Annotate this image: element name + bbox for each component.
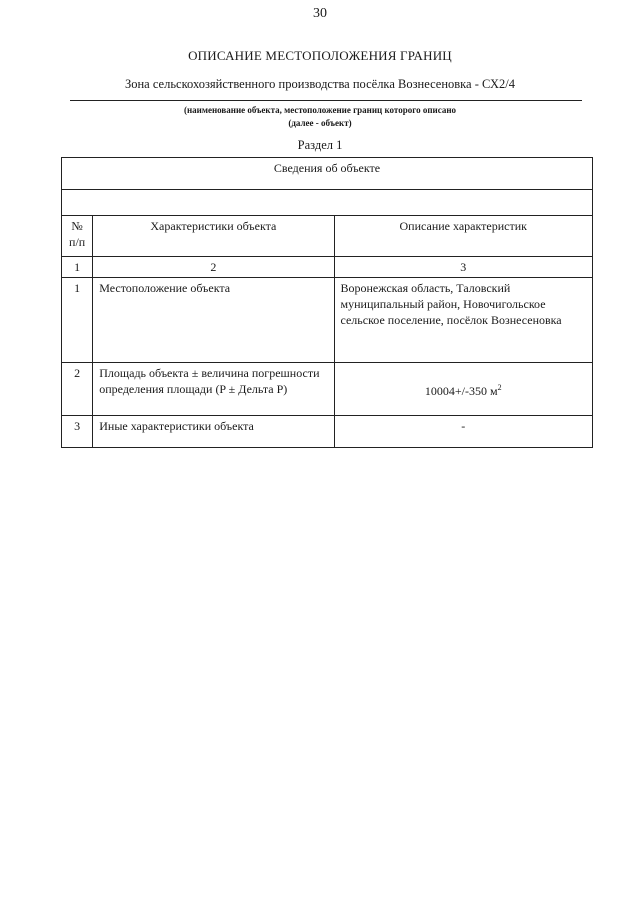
row-characteristic: Местоположение объекта [93, 278, 334, 363]
table-row [62, 363, 593, 416]
row-num: 1 [62, 278, 93, 363]
row-description: Воронежская область, Таловский муниципальный район, Новочигольское сельское поселение, посёлок Вознесеновка [334, 278, 593, 363]
table-empty-row [62, 190, 593, 216]
table-row [62, 278, 593, 363]
table-header: Сведения об объекте [62, 158, 593, 190]
column-header-characteristics: Характеристики объекта [93, 216, 334, 257]
table-row [62, 416, 593, 448]
caption-line-2: (далее - объект) [288, 118, 352, 128]
table-header-row [62, 158, 593, 190]
column-header-num: № п/п [62, 216, 93, 257]
section-title: Раздел 1 [297, 138, 343, 152]
row-num: 2 [62, 363, 93, 416]
object-name: Зона сельскохозяйственного производства посёлка Вознесеновка - СХ2/4 [124, 77, 516, 91]
page-number: 30 [313, 6, 327, 21]
column-header-description: Описание характеристик [334, 216, 593, 257]
document-title: ОПИСАНИЕ МЕСТОПОЛОЖЕНИЯ ГРАНИЦ [188, 48, 452, 63]
row-characteristic: Иные характеристики объекта [93, 416, 334, 448]
object-name-underline [70, 100, 582, 101]
object-info-table [61, 157, 593, 448]
row-characteristic: Площадь объекта ± величина погрешности определения площади (P ± Дельта P) [93, 363, 334, 416]
column-index: 3 [334, 257, 593, 278]
column-index: 2 [93, 257, 334, 278]
area-unit-exponent: 2 [497, 382, 502, 392]
row-num: 3 [62, 416, 93, 448]
column-index-row [62, 257, 593, 278]
area-value: 10004+/-350 м [424, 383, 498, 398]
empty-cell [62, 190, 593, 216]
column-index: 1 [62, 257, 93, 278]
row-description [334, 363, 593, 416]
row-description: - [334, 416, 593, 448]
caption-line-1: (наименование объекта, местоположение границ которого описано [183, 105, 457, 115]
object-name-caption [0, 104, 640, 130]
column-header-row [62, 216, 593, 257]
